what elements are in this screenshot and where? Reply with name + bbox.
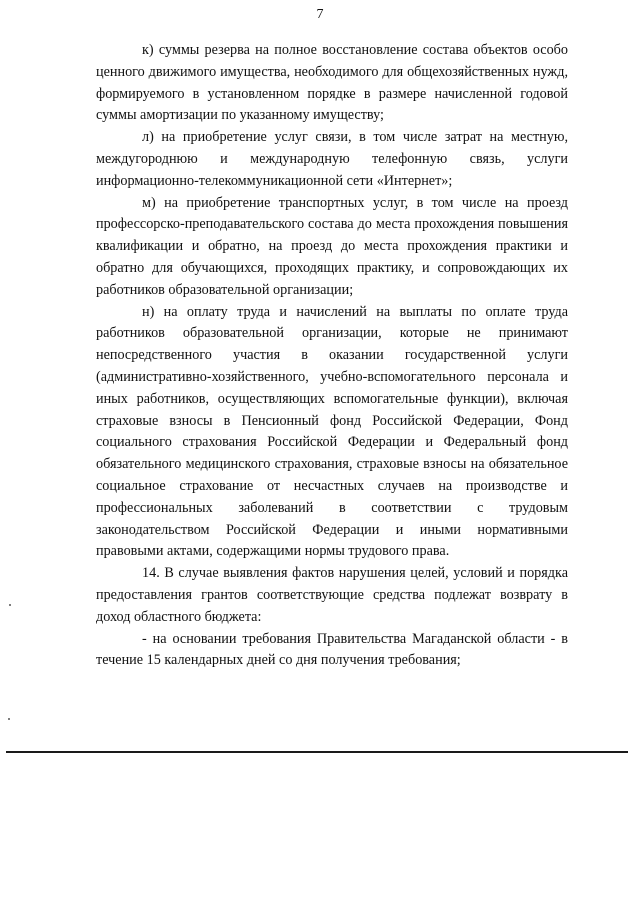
scan-speck xyxy=(8,718,10,720)
page-number: 7 xyxy=(316,7,324,22)
footer-divider-line xyxy=(6,751,628,753)
scan-speck xyxy=(9,604,11,606)
paragraph-n: н) на оплату труда и начислений на выплаты по оплате труда работников образовательной организации, которые не принимают непосредственного участия в оказании государственной услуги (административно-хозяйственного, учебно-вспомогательного персонала и иных работников, осуществляющих вспомогательные функции), включая страховые взносы в Пенсионный фонд Российской Федерации, Фонд социального страхования Российской Федерации и Федеральный фонд обязательного медицинского страхования, страховые взносы на обязательное социальное страхование от несчастных случаев на производстве и профессиональных заболеваний в соответствии с трудовым законодательством Российской Федерации и иными нормативными правовыми актами, содержащими нормы трудового права. xyxy=(96,303,568,560)
paragraph-14: 14. В случае выявления фактов нарушения целей, условий и порядка предоставления грантов соответствующие средства подлежат возврату в доход областного бюджета: xyxy=(96,565,568,625)
paragraph-return-demand: - на основании требования Правительства Магаданской области - в течение 15 календарных дней со дня получения требования; xyxy=(96,630,568,669)
document-body xyxy=(96,40,568,672)
paragraph-k: к) суммы резерва на полное восстановление состава объектов особо ценного движимого имущества, необходимого для общехозяйственных нужд, формируемого в установленном порядке в размере начисленной годовой суммы амортизации по указанному имуществу; xyxy=(96,42,568,124)
paragraph-m: м) на приобретение транспортных услуг, в том числе на проезд профессорско-преподавательского состава до места прохождения повышения квалификации и обратно, на проезд до места прохождения практики и обратно для обучающихся, проходящих практику, и сопровождающих их работников образовательной организации; xyxy=(96,194,568,298)
paragraph-l: л) на приобретение услуг связи, в том числе затрат на местную, междугороднюю и международную телефонную связь, услуги информационно-телекоммуникационной сети «Интернет»; xyxy=(96,129,568,189)
